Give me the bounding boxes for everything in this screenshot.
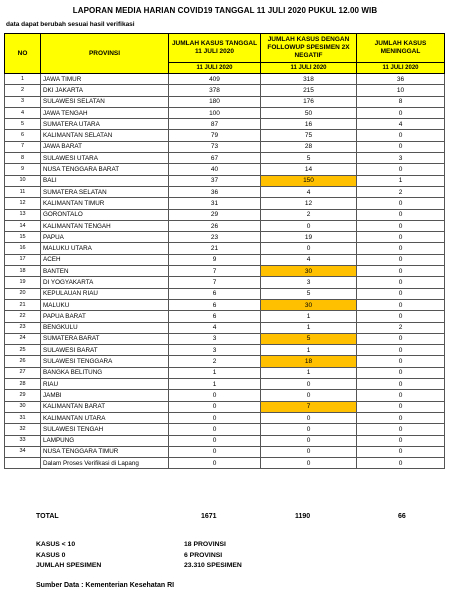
row-followup: 0 — [261, 424, 357, 435]
row-kasus: 0 — [169, 424, 261, 435]
row-kasus: 29 — [169, 209, 261, 220]
table-body — [5, 74, 445, 469]
row-followup: 0 — [261, 379, 357, 390]
row-followup: 176 — [261, 96, 357, 107]
row-provinsi: SULAWESI UTARA — [41, 153, 169, 164]
row-provinsi: KALIMANTAN UTARA — [41, 412, 169, 423]
row-no: 18 — [5, 266, 41, 277]
row-provinsi: BANTEN — [41, 266, 169, 277]
summary-row — [36, 561, 296, 572]
row-no: 20 — [5, 288, 41, 299]
row-no: 22 — [5, 311, 41, 322]
row-meninggal: 0 — [357, 401, 445, 412]
row-meninggal: 36 — [357, 74, 445, 85]
row-followup: 2 — [261, 209, 357, 220]
row-meninggal: 0 — [357, 232, 445, 243]
row-provinsi: BANGKA BELITUNG — [41, 367, 169, 378]
row-no: 19 — [5, 277, 41, 288]
total-meninggal: 66 — [398, 513, 406, 520]
table-row — [5, 390, 445, 401]
table-row — [5, 311, 445, 322]
row-followup: 50 — [261, 107, 357, 118]
row-provinsi: KALIMANTAN BARAT — [41, 401, 169, 412]
row-kasus: 7 — [169, 277, 261, 288]
report-subtitle: data dapat berubah sesuai hasil verifikasi — [6, 21, 135, 28]
row-followup: 0 — [261, 412, 357, 423]
header-date-meninggal: 11 JULI 2020 — [357, 63, 445, 74]
row-no: 12 — [5, 198, 41, 209]
covid-table — [4, 33, 445, 469]
row-no: 5 — [5, 119, 41, 130]
row-followup: 1 — [261, 311, 357, 322]
row-kasus: 100 — [169, 107, 261, 118]
row-kasus: 0 — [169, 446, 261, 457]
row-followup: 0 — [261, 435, 357, 446]
row-no: 25 — [5, 345, 41, 356]
row-provinsi: NUSA TENGGARA BARAT — [41, 164, 169, 175]
row-meninggal: 0 — [357, 356, 445, 367]
row-meninggal: 8 — [357, 96, 445, 107]
row-kasus: 26 — [169, 220, 261, 231]
total-kasus: 1671 — [201, 513, 217, 520]
row-kasus: 67 — [169, 153, 261, 164]
row-provinsi: LAMPUNG — [41, 435, 169, 446]
row-meninggal: 0 — [357, 164, 445, 175]
row-followup: 1 — [261, 367, 357, 378]
row-meninggal: 0 — [357, 390, 445, 401]
table-row — [5, 345, 445, 356]
row-provinsi: NUSA TENGGARA TIMUR — [41, 446, 169, 457]
row-no: 13 — [5, 209, 41, 220]
table-row — [5, 74, 445, 85]
table-row — [5, 322, 445, 333]
row-provinsi: JAWA TENGAH — [41, 107, 169, 118]
row-no: 29 — [5, 390, 41, 401]
row-followup: 75 — [261, 130, 357, 141]
row-followup: 28 — [261, 141, 357, 152]
total-label: TOTAL — [36, 513, 59, 520]
summary-row — [36, 540, 296, 551]
row-provinsi: PAPUA BARAT — [41, 311, 169, 322]
row-no: 23 — [5, 322, 41, 333]
table-row — [5, 232, 445, 243]
table-row — [5, 254, 445, 265]
table-row — [5, 96, 445, 107]
row-no: 11 — [5, 186, 41, 197]
row-meninggal: 0 — [357, 345, 445, 356]
row-provinsi: JAWA TIMUR — [41, 74, 169, 85]
row-kasus: 79 — [169, 130, 261, 141]
row-no: 2 — [5, 85, 41, 96]
row-provinsi: GORONTALO — [41, 209, 169, 220]
row-provinsi: ACEH — [41, 254, 169, 265]
row-followup: 150 — [261, 175, 357, 186]
header-date-followup: 11 JULI 2020 — [261, 63, 357, 74]
row-meninggal: 2 — [357, 322, 445, 333]
row-meninggal: 4 — [357, 119, 445, 130]
row-meninggal: 0 — [357, 367, 445, 378]
row-no: 31 — [5, 412, 41, 423]
row-kasus: 3 — [169, 333, 261, 344]
row-provinsi: BALI — [41, 175, 169, 186]
table-row — [5, 175, 445, 186]
table-row — [5, 243, 445, 254]
table-row — [5, 435, 445, 446]
row-kasus: 31 — [169, 198, 261, 209]
table-row — [5, 424, 445, 435]
row-no: 32 — [5, 424, 41, 435]
row-meninggal: 0 — [357, 311, 445, 322]
row-followup: 4 — [261, 186, 357, 197]
row-kasus: 0 — [169, 435, 261, 446]
header-provinsi: PROVINSI — [41, 34, 169, 74]
row-provinsi: KALIMANTAN SELATAN — [41, 130, 169, 141]
row-no: 4 — [5, 107, 41, 118]
row-no: 24 — [5, 333, 41, 344]
row-meninggal: 0 — [357, 379, 445, 390]
row-meninggal: 10 — [357, 85, 445, 96]
row-kasus: 73 — [169, 141, 261, 152]
table-header-row — [5, 34, 445, 63]
table-row — [5, 446, 445, 457]
row-followup: 14 — [261, 164, 357, 175]
row-kasus: 87 — [169, 119, 261, 130]
table-row — [5, 288, 445, 299]
table-row — [5, 164, 445, 175]
row-followup: 0 — [261, 243, 357, 254]
row-kasus: 23 — [169, 232, 261, 243]
row-meninggal: 0 — [357, 254, 445, 265]
row-kasus: 40 — [169, 164, 261, 175]
table-row — [5, 401, 445, 412]
row-provinsi: JAMBI — [41, 390, 169, 401]
row-no: 27 — [5, 367, 41, 378]
row-provinsi: SULAWESI SELATAN — [41, 96, 169, 107]
table-row — [5, 220, 445, 231]
row-followup: 19 — [261, 232, 357, 243]
row-no: 21 — [5, 299, 41, 310]
row-provinsi: SUMATERA SELATAN — [41, 186, 169, 197]
row-no: 7 — [5, 141, 41, 152]
table-row — [5, 141, 445, 152]
row-followup: 318 — [261, 74, 357, 85]
summary-value: 6 PROVINSI — [184, 551, 223, 559]
source-note: Sumber Data : Kementerian Kesehatan RI — [36, 582, 175, 589]
row-meninggal: 0 — [357, 277, 445, 288]
row-provinsi: RIAU — [41, 379, 169, 390]
row-followup: 30 — [261, 299, 357, 310]
table-row — [5, 209, 445, 220]
row-provinsi: DI YOGYAKARTA — [41, 277, 169, 288]
table-row — [5, 85, 445, 96]
row-provinsi: DKI JAKARTA — [41, 85, 169, 96]
row-followup: 0 — [261, 446, 357, 457]
row-kasus: 180 — [169, 96, 261, 107]
summary-label: KASUS < 10 — [36, 541, 76, 548]
row-meninggal: 0 — [357, 209, 445, 220]
row-kasus: 2 — [169, 356, 261, 367]
row-meninggal: 0 — [357, 288, 445, 299]
table-row — [5, 153, 445, 164]
row-meninggal: 0 — [357, 333, 445, 344]
row-provinsi: KALIMANTAN TIMUR — [41, 198, 169, 209]
row-no: 26 — [5, 356, 41, 367]
row-no: 8 — [5, 153, 41, 164]
row-no: 10 — [5, 175, 41, 186]
row-followup: 0 — [261, 220, 357, 231]
row-kasus: 0 — [169, 412, 261, 423]
row-meninggal: 0 — [357, 446, 445, 457]
table-row — [5, 266, 445, 277]
table-row — [5, 198, 445, 209]
row-followup: 5 — [261, 288, 357, 299]
row-followup: 5 — [261, 333, 357, 344]
row-meninggal: 0 — [357, 220, 445, 231]
row-meninggal: 0 — [357, 107, 445, 118]
row-followup: 1 — [261, 345, 357, 356]
row-meninggal: 0 — [357, 243, 445, 254]
row-followup: 0 — [261, 390, 357, 401]
table-row — [5, 277, 445, 288]
row-kasus: 0 — [169, 390, 261, 401]
row-followup: 18 — [261, 356, 357, 367]
row-provinsi: KALIMANTAN TENGAH — [41, 220, 169, 231]
summary-label: KASUS 0 — [36, 551, 66, 559]
table-row — [5, 379, 445, 390]
table-row — [5, 186, 445, 197]
summary-row — [36, 551, 296, 562]
row-kasus: 9 — [169, 254, 261, 265]
header-no: NO — [5, 34, 41, 74]
row-kasus: 409 — [169, 74, 261, 85]
summary-block — [36, 540, 296, 572]
row-kasus: 37 — [169, 175, 261, 186]
row-provinsi: BENGKULU — [41, 322, 169, 333]
row-provinsi: SULAWESI BARAT — [41, 345, 169, 356]
row-meninggal: 0 — [357, 130, 445, 141]
row-no: 15 — [5, 232, 41, 243]
row-meninggal: 2 — [357, 186, 445, 197]
row-kasus: 6 — [169, 299, 261, 310]
row-kasus: 21 — [169, 243, 261, 254]
table-row — [5, 333, 445, 344]
summary-value: 23.310 SPESIMEN — [184, 562, 242, 569]
row-meninggal: 3 — [357, 153, 445, 164]
row-provinsi: MALUKU UTARA — [41, 243, 169, 254]
row-meninggal: 1 — [357, 175, 445, 186]
row-meninggal: 0 — [357, 458, 445, 469]
row-followup: 215 — [261, 85, 357, 96]
row-followup: 0 — [261, 458, 357, 469]
row-provinsi: SUMATERA UTARA — [41, 119, 169, 130]
row-kasus: 0 — [169, 401, 261, 412]
row-followup: 30 — [261, 266, 357, 277]
row-followup: 12 — [261, 198, 357, 209]
row-meninggal: 0 — [357, 412, 445, 423]
table-row — [5, 130, 445, 141]
summary-label: JUMLAH SPESIMEN — [36, 562, 102, 569]
row-provinsi: SUMATERA BARAT — [41, 333, 169, 344]
row-provinsi: PAPUA — [41, 232, 169, 243]
row-provinsi: KEPULAUAN RIAU — [41, 288, 169, 299]
row-kasus: 36 — [169, 186, 261, 197]
table-row — [5, 367, 445, 378]
row-meninggal: 0 — [357, 141, 445, 152]
row-kasus: 3 — [169, 345, 261, 356]
total-followup: 1190 — [295, 513, 311, 520]
row-meninggal: 0 — [357, 198, 445, 209]
row-no: 34 — [5, 446, 41, 457]
row-no: 6 — [5, 130, 41, 141]
row-meninggal: 0 — [357, 266, 445, 277]
row-meninggal: 0 — [357, 299, 445, 310]
row-provinsi: SULAWESI TENGGARA — [41, 356, 169, 367]
row-no: 17 — [5, 254, 41, 265]
row-no: 28 — [5, 379, 41, 390]
report-title: LAPORAN MEDIA HARIAN COVID19 TANGGAL 11 JULI 2020 PUKUL 12.00 WIB — [72, 6, 378, 15]
row-kasus: 1 — [169, 379, 261, 390]
row-provinsi: Dalam Proses Verifikasi di Lapang — [41, 458, 169, 469]
row-kasus: 6 — [169, 288, 261, 299]
row-meninggal: 0 — [357, 435, 445, 446]
row-provinsi: SULAWESI TENGAH — [41, 424, 169, 435]
row-no: 16 — [5, 243, 41, 254]
row-kasus: 1 — [169, 367, 261, 378]
row-followup: 16 — [261, 119, 357, 130]
row-followup: 5 — [261, 153, 357, 164]
table-row — [5, 119, 445, 130]
header-date-kasus: 11 JULI 2020 — [169, 63, 261, 74]
row-no: 30 — [5, 401, 41, 412]
row-kasus: 6 — [169, 311, 261, 322]
row-followup: 7 — [261, 401, 357, 412]
header-meninggal: JUMLAH KASUS MENINGGAL — [357, 34, 445, 63]
row-provinsi: MALUKU — [41, 299, 169, 310]
table-row — [5, 299, 445, 310]
row-kasus: 4 — [169, 322, 261, 333]
row-meninggal: 0 — [357, 424, 445, 435]
row-followup: 4 — [261, 254, 357, 265]
row-provinsi: JAWA BARAT — [41, 141, 169, 152]
header-kasus: JUMLAH KASUS TANGGAL 11 JULI 2020 — [169, 34, 261, 63]
table-row — [5, 356, 445, 367]
table-row — [5, 107, 445, 118]
row-kasus: 0 — [169, 458, 261, 469]
header-followup: JUMLAH KASUS DENGAN FOLLOWUP SPESIMEN 2X NEGATIF — [261, 34, 357, 63]
row-kasus: 7 — [169, 266, 261, 277]
row-no — [5, 458, 41, 469]
summary-value: 18 PROVINSI — [184, 541, 226, 548]
row-no: 3 — [5, 96, 41, 107]
row-kasus: 378 — [169, 85, 261, 96]
row-followup: 1 — [261, 322, 357, 333]
row-followup: 3 — [261, 277, 357, 288]
row-no: 33 — [5, 435, 41, 446]
row-no: 14 — [5, 220, 41, 231]
row-no: 9 — [5, 164, 41, 175]
row-no: 1 — [5, 74, 41, 85]
table-row — [5, 458, 445, 469]
table-row — [5, 412, 445, 423]
